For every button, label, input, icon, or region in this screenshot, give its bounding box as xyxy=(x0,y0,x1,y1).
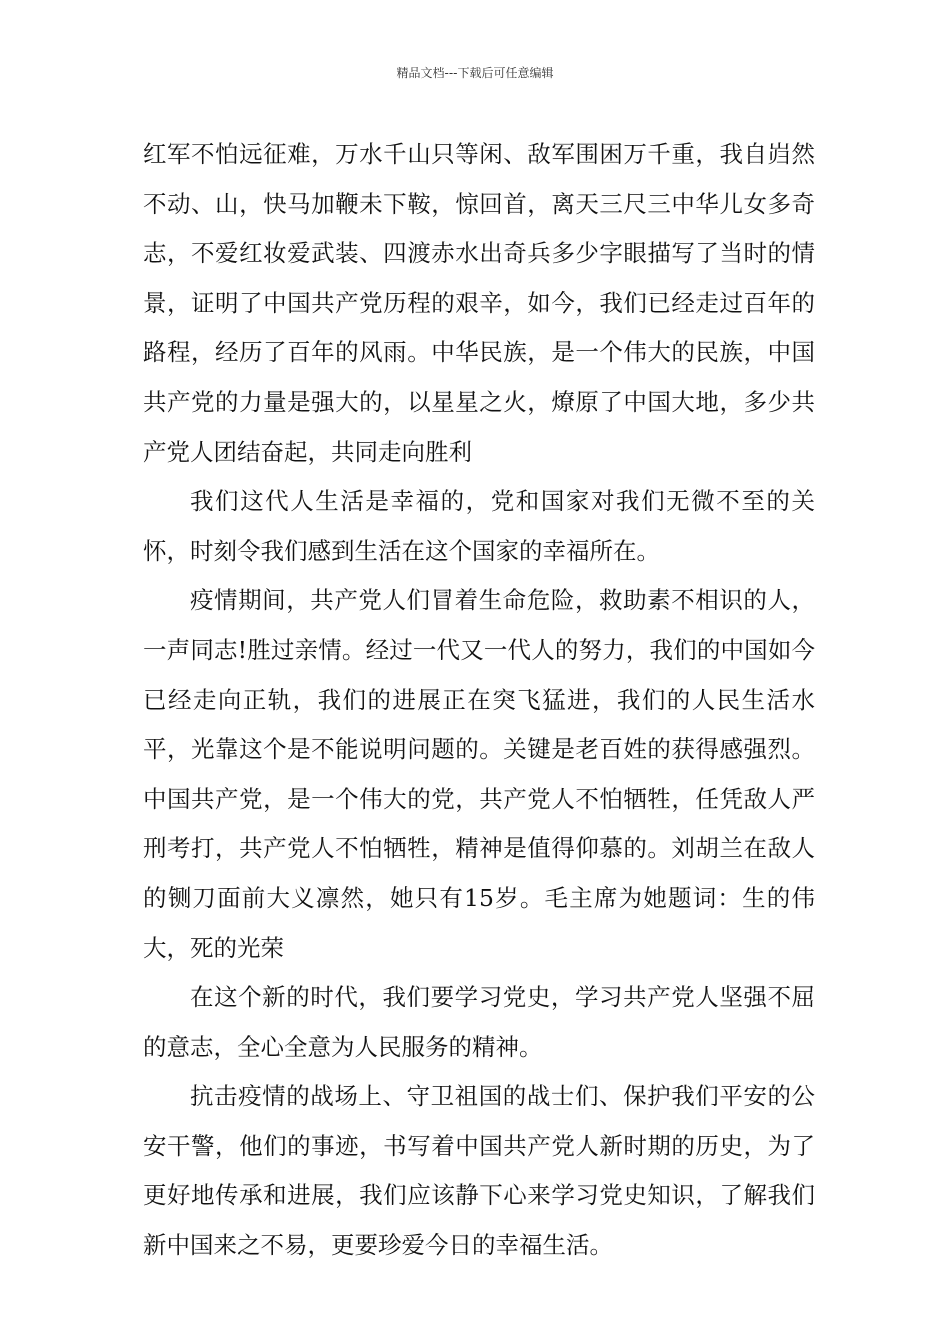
paragraph-4: 在这个新的时代，我们要学习党史，学习共产党人坚强不屈的意志，全心全意为人民服务的精神。 xyxy=(143,983,815,1061)
paragraph-5: 抗击疫情的战场上、守卫祖国的战士们、保护我们平安的公安干警，他们的事迹，书写着中国共产党人新时期的历史，为了更好地传承和进展，我们应该静下心来学习党史知识，了解我们新中国来之不易，更要珍爱今日的幸福生活。 xyxy=(143,1082,815,1260)
paragraph-2: 我们这代人生活是幸福的，党和国家对我们无微不至的关怀，时刻令我们感到生活在这个国家的幸福所在。 xyxy=(143,487,815,565)
paragraph-3: 疫情期间，共产党人们冒着生命危险，救助素不相识的人，一声同志!胜过亲情。经过一代又一代人的努力，我们的中国如今已经走向正轨，我们的进展正在突飞猛进，我们的人民生活水平，光靠这个是不能说明问题的。关键是老百姓的获得感强烈。中国共产党，是一个伟大的党，共产党人不怕牺牲，任凭敌人严刑考打，共产党人不怕牺牲，精神是值得仰慕的。刘胡兰在敌人的铡刀面前大义凛然，她只有15岁。毛主席为她题词：生的伟大，死的光荣 xyxy=(143,586,815,962)
document-body xyxy=(143,130,815,1271)
paragraph-1: 红军不怕远征难，万水千山只等闲、敌军围困万千重，我自岿然不动、山，快马加鞭未下鞍，惊回首，离天三尺三中华儿女多奇志，不爱红妆爱武装、四渡赤水出奇兵多少字眼描写了当时的情景，证明了中国共产党历程的艰辛，如今，我们已经走过百年的路程，经历了百年的风雨。中华民族，是一个伟大的民族，中国共产党的力量是强大的，以星星之火，燎原了中国大地，多少共产党人团结奋起，共同走向胜利 xyxy=(143,140,815,466)
page-header: 精品文档---下载后可任意编辑 xyxy=(396,66,554,80)
